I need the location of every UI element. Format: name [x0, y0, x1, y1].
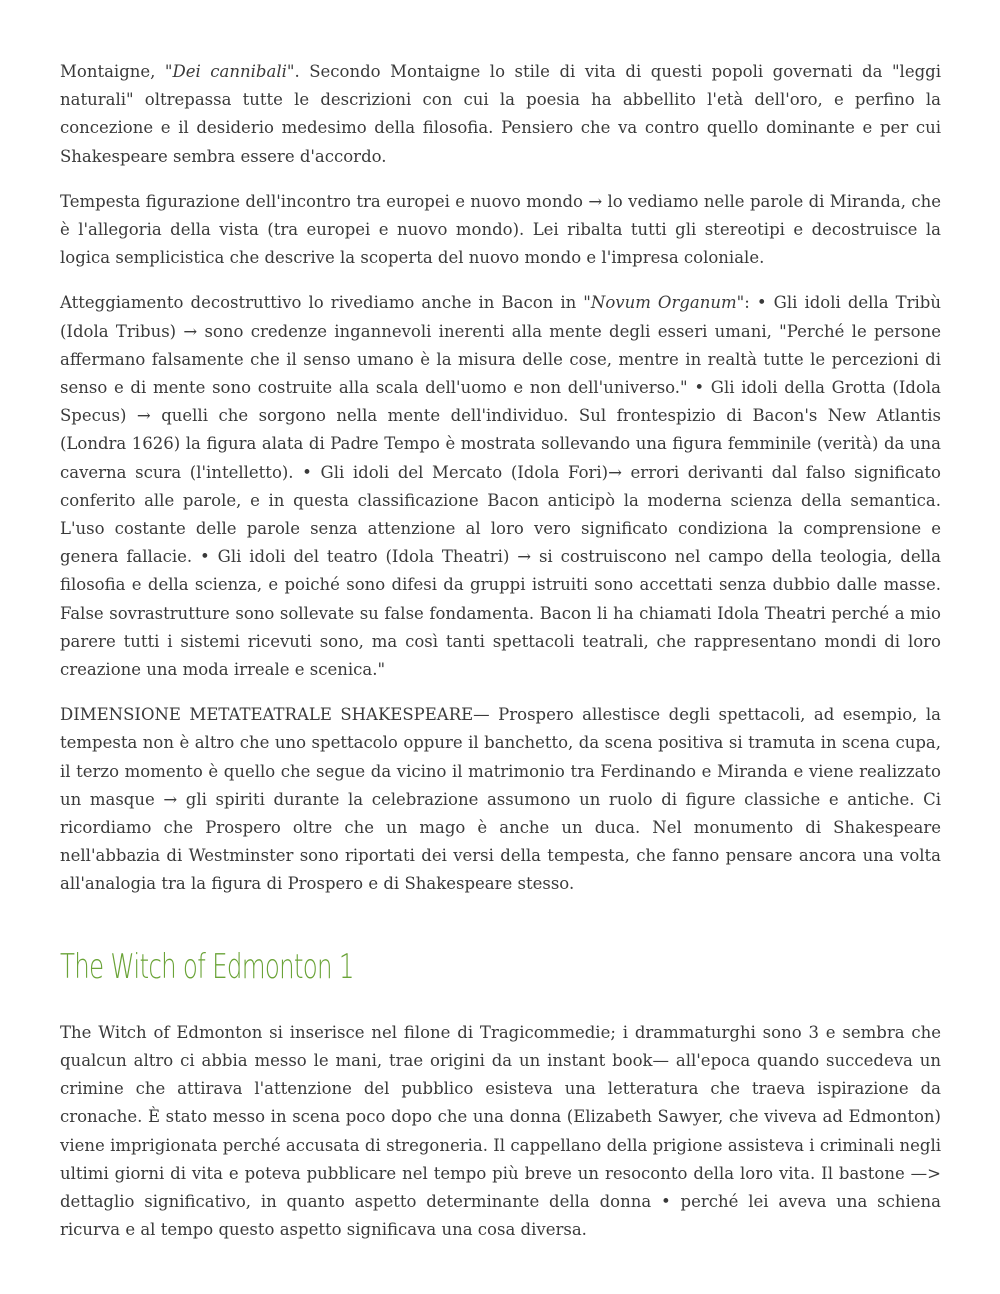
paragraph-montaigne	[60, 58, 941, 171]
paragraph-bacon	[60, 289, 941, 684]
text-run: ": • Gli idoli della Tribù (Idola Tribus) → sono credenze ingannevoli inerenti alla mente degli esseri umani, "Perché le persone affermano falsamente che il senso umano è la misura delle cose, mentre in realtà tutte le percezioni di senso e di mente sono costruite alla scala dell'uomo e non dell'universo." • Gli idoli della Grotta (Idola Specus) → quelli che sorgono nella mente dell'individuo. Sul frontespizio di Bacon's New Atlantis (Londra 1626) la figura alata di Padre Tempo è mostrata sollevando una figura femminile (verità) da una caverna scura (l'intelletto). • Gli idoli del Mercato (Idola Fori)→ errori derivanti dal falso significato conferito alle parole, e in questa classificazione Bacon anticipò la moderna scienza della semantica. L'uso costante delle parole senza attenzione al loro vero significato condiziona la comprensione e genera fallacie. • Gli idoli del teatro (Idola Theatri) → si costruiscono nel campo della teologia, della filosofia e della scienza, e poiché sono difesi da gruppi istruiti sono accettati senza dubbio dalle masse. False sovrastrutture sono sollevate su false fondamenta. Bacon li ha chiamati Idola Theatri perché a mio parere tutti i sistemi ricevuti sono, ma così tanti spettacoli teatrali, che rappresentano mondi di loro creazione una moda irreale e scenica."	[60, 293, 941, 680]
paragraph-tempesta: Tempesta figurazione dell'incontro tra europei e nuovo mondo → lo vediamo nelle parole di Miranda, che è l'allegoria della vista (tra europei e nuovo mondo). Lei ribalta tutti gli stereotipi e decostruisce la logica semplicistica che descrive la scoperta del nuovo mondo e l'impresa coloniale.	[60, 191, 941, 268]
text-run: Montaigne, "	[60, 62, 173, 81]
italic-title: Novum Organum	[590, 293, 737, 313]
section-heading: The Witch of Edmonton 1	[60, 946, 354, 987]
italic-title: Dei cannibali	[172, 62, 287, 81]
paragraph-metateatrale: DIMENSIONE METATEATRALE SHAKESPEARE— Prospero allestisce degli spettacoli, ad esempio, la tempesta non è altro che uno spettacolo oppure il banchetto, da scena positiva si tramuta in scena cupa, il terzo momento è quello che segue da vicino il matrimonio tra Ferdinando e Miranda e viene realizzato un masque → gli spiriti durante la celebrazione assumono un ruolo di figure classiche e antiche. Ci ricordiamo che Prospero oltre che un mago è anche un duca. Nel monumento di Shakespeare nell'abbazia di Westminster sono riportati dei versi della tempesta, che fanno pensare ancora una volta all'analogia tra la figura di Prospero e di Shakespeare stesso.	[60, 705, 941, 894]
paragraph-witch-of-edmonton: The Witch of Edmonton si inserisce nel filone di Tragicommedie; i drammaturghi sono 3 e sembra che qualcun altro ci abbia messo le mani, trae origini da un instant book— all'epoca quando succedeva un crimine che attirava l'attenzione del pubblico esisteva una letteratura che traeva ispirazione da cronache. È stato messo in scena poco dopo che una donna (Elizabeth Sawyer, che viveva ad Edmonton) viene imprigionata perché accusata di stregoneria. Il cappellano della prigione assisteva i criminali negli ultimi giorni di vita e poteva pubblicare nel tempo più breve un resoconto della loro vita. Il bastone —> dettaglio significativo, in quanto aspetto determinante della donna • perché lei aveva una schiena ricurva e al tempo questo aspetto significava una cosa diversa.	[60, 1022, 941, 1240]
text-run: ". Secondo Montaigne lo stile di vita di questi popoli governati da "leggi naturali" oltrepassa tutte le descrizioni con cui la poesia ha abbellito l'età dell'oro, e perfino la concezione e il desiderio medesimo della filosofia. Pensiero che va contro quello dominante e per cui Shakespeare sembra essere d'accordo.	[60, 62, 941, 166]
document-page	[60, 58, 941, 1261]
text-run: Atteggiamento decostruttivo lo rivediamo anche in Bacon in "	[60, 293, 591, 313]
